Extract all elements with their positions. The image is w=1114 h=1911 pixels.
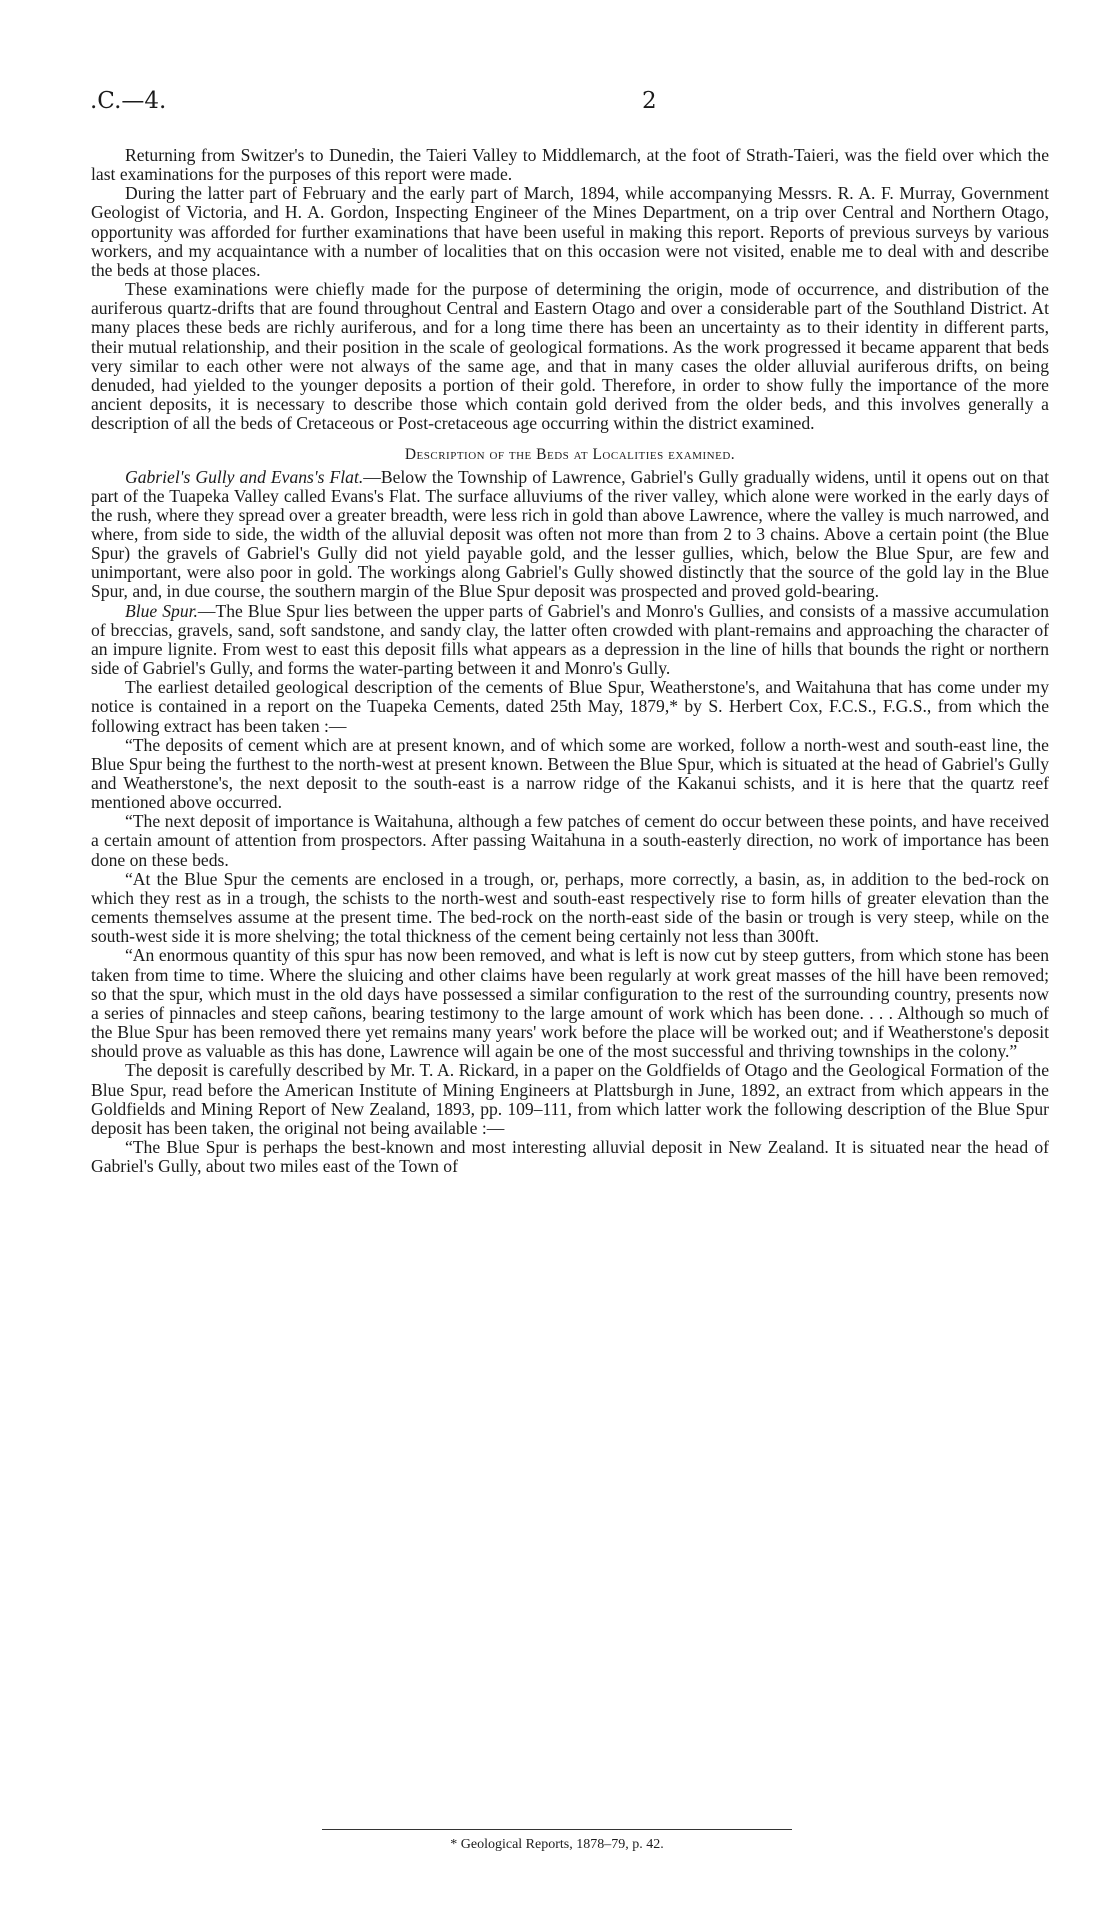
quote-waitahuna: “The next deposit of importance is Waitahuna, although a few patches of cement do occur between these points, and have received a certain amount of attention from prospectors. After passing Waitahuna in a south-easterly direction, no work of importance has been done on these beds. <box>91 811 1049 870</box>
page-header <box>90 88 1050 124</box>
paragraph-blue-spur-text: —The Blue Spur lies between the upper parts of Gabriel's and Monro's Gullies, and consists of a massive accumulation of breccias, gravels, sand, soft sandstone, and sandy clay, the latter often crowded with plant-remains and approaching the character of an impure lignite. From west to east this deposit fills what appears as a depression in the line of hills that bounds the right or northern side of Gabriel's Gully, and forms the water-parting between it and Monro's Gully. <box>91 600 1049 679</box>
paragraph-february-trip: During the latter part of February and the early part of March, 1894, while accompanying Messrs. R. A. F. Murray, Government Geologist of Victoria, and H. A. Gordon, Inspecting Engineer of the Mines Department, on a trip over Central and Northern Otago, opportunity was afforded for further examinations that have been useful in making this report. Reports of previous surveys by various workers, and my acquaintance with a number of localities that on this occasion were not visited, enable me to deal with and describe the beds at those places. <box>91 183 1049 280</box>
quote-best-known-deposit: “The Blue Spur is perhaps the best-known and most interesting alluvial deposit in New Zealand. It is situated near the head of Gabriel's Gully, about two miles east of the Town of <box>91 1136 1049 1177</box>
quote-enormous-quantity: “An enormous quantity of this spur has now been removed, and what is left is now cut by steep gutters, from which stone has been taken from time to time. Where the sluicing and other claims have been regularly at work great masses of the hill have been removed; so that the spur, which must in the old days have possessed a similar configuration to the rest of the surrounding country, presents now a series of pinnacles and steep cañons, bearing testimony to the large amount of work which has been done. . . . Although so much of the Blue Spur has been removed there yet remains many years' work before the place will be worked out; and if Weatherstone's deposit should prove as valuable as this has done, Lawrence will again be one of the most successful and thriving townships in the colony.” <box>91 945 1049 1062</box>
body-text <box>91 146 1049 1176</box>
quote-deposits-of-cement: “The deposits of cement which are at present known, and of which some are worked, follow a north-west and south-east line, the Blue Spur being the furthest to the north-west at present known. Between the Blue Spur, which is situated at the head of Gabriel's Gully and Weatherstone's, the next deposit to the south-east is a narrow ridge of the Kakanui schists, and it is here that the quartz reef mentioned above occurred. <box>91 734 1049 813</box>
paragraph-returning: Returning from Switzer's to Dunedin, the Taieri Valley to Middlemarch, at the foot of Strath-Taieri, was the field over which the last examinations for the purposes of this report were made. <box>91 145 1049 185</box>
paragraph-gabriels-gully-text: —Below the Township of Lawrence, Gabriel's Gully gradually widens, until it opens out on that part of the Tuapeka Valley called Evans's Flat. The surface alluviums of the river valley, which alone were worked in the early days of the rush, where they spread over a greater breadth, were less rich in gold than above Lawrence, where the valley is much narrowed, and where, from side to side, the width of the alluvial deposit was often not more than from 2 to 3 chains. Above a certain point (the Blue Spur) the gravels of Gabriel's Gully did not yield payable gold, and the lesser gullies, which, below the Blue Spur, are few and unimportant, were also poor in gold. The workings along Gabriel's Gully showed distinctly that the source of the gold lay in the Blue Spur, and, in due course, the southern margin of the Blue Spur deposit was prospected and proved gold-bearing. <box>91 466 1049 602</box>
subheading-gabriels-gully: Gabriel's Gully and Evans's Flat. <box>125 466 364 487</box>
page-number: 2 <box>642 88 657 114</box>
document-reference: .C.—4. <box>90 88 167 114</box>
paragraph-gabriels-gully <box>91 468 1049 602</box>
quote-trough: “At the Blue Spur the cements are enclosed in a trough, or, perhaps, more correctly, a basin, as, in addition to the bed-rock on which they rest as in a trough, the schists to the north-west and south-east respectively rise to form hills of greater elevation than the cements themselves assume at the present time. The bed-rock on the north-east side of the basin or trough is very steep, while on the south-west side it is more shelving; the total thickness of the cement being certainly not less than 300ft. <box>91 868 1049 947</box>
paragraph-examinations-purpose: These examinations were chiefly made for the purpose of determining the origin, mode of occurrence, and distribution of the auriferous quartz-drifts that are found throughout Central and Eastern Otago and over a considerable part of the Southland District. At many places these beds are richly auriferous, and for a long time there has been an uncertainty as to their identity in different parts, their mutual relationship, and their position in the scale of geological formations. As the work progressed it became apparent that beds very similar to each other were not always of the same age, and that in many cases the older alluvial auriferous drifts, on being denuded, had yielded to the younger deposits a portion of their gold. Therefore, in order to show fully the importance of the more ancient deposits, it is necessary to describe those which contain gold derived from the older beds, and this involves generally a description of all the beds of Cretaceous or Post-cretaceous age occurring within the district examined. <box>91 279 1049 434</box>
paragraph-blue-spur <box>91 602 1049 679</box>
footnote-divider <box>322 1829 792 1830</box>
section-heading: Description of the Beds at Localities examined. <box>404 446 736 464</box>
footnote: * Geological Reports, 1878–79, p. 42. <box>450 1837 664 1852</box>
paragraph-earliest-description: The earliest detailed geological description of the cements of Blue Spur, Weatherstone's, and Waitahuna that has come under my notice is contained in a report on the Tuapeka Cements, dated 25th May, 1879,* by S. Herbert Cox, F.C.S., F.G.S., from which the following extract has been taken :— <box>91 677 1049 736</box>
paragraph-rickard: The deposit is carefully described by Mr. T. A. Rickard, in a paper on the Goldfields of Otago and the Geological Formation of the Blue Spur, read before the American Institute of Mining Engineers at Plattsburgh in June, 1892, an extract from which appears in the Goldfields and Mining Report of New Zealand, 1893, pp. 109–111, from which latter work the following description of the Blue Spur deposit has been taken, the original not being available :— <box>91 1060 1049 1138</box>
subheading-blue-spur: Blue Spur. <box>125 600 198 621</box>
